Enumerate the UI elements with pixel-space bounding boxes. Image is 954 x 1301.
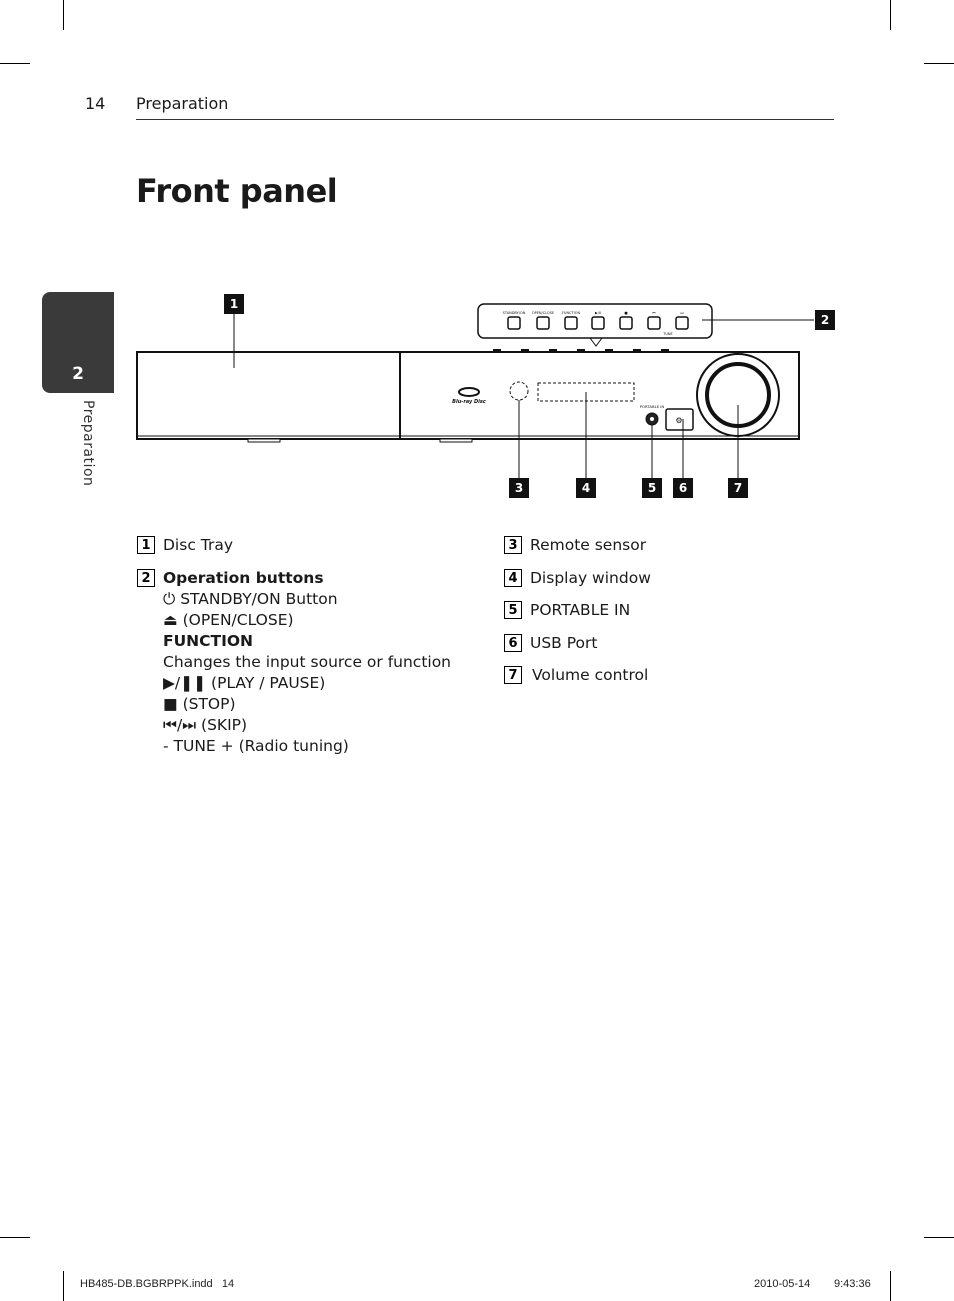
btn-label: ⏭ [680, 311, 684, 315]
legend-badge: 3 [504, 536, 522, 554]
callout-6-num: 6 [678, 481, 688, 495]
legend-line: Changes the input source or function [163, 653, 452, 671]
portable-label: PORTABLE IN [639, 404, 665, 409]
legend-title: Operation buttons [163, 569, 324, 587]
running-header: Preparation [136, 94, 229, 113]
callout-4 [576, 478, 596, 498]
callout-7-num: 7 [733, 481, 743, 495]
legend-badge: 2 [137, 569, 155, 587]
legend-text: Volume control [532, 666, 649, 684]
callout-1 [224, 294, 244, 314]
crop-mark [924, 1237, 954, 1238]
legend-item [137, 568, 451, 757]
callout-6 [673, 478, 693, 498]
page-number: 14 [85, 94, 106, 113]
crop-mark [0, 1237, 30, 1238]
crop-mark [63, 1271, 64, 1301]
legend-item [504, 665, 648, 686]
tune-label: TUNE [663, 332, 673, 336]
logo-text: Blu-ray Disc [452, 399, 486, 405]
svg-text:⚙: ⚙ [675, 416, 683, 425]
legend-badge: 1 [137, 536, 155, 554]
btn-label: ⏮ [652, 311, 656, 315]
callout-3-num: 3 [514, 481, 524, 495]
callout-5 [642, 478, 662, 498]
legend-badge: 6 [504, 634, 522, 652]
crop-mark [890, 1271, 891, 1301]
legend-line: ▶/❚❚ (PLAY / PAUSE) [163, 674, 326, 692]
legend-badge: 4 [504, 569, 522, 587]
callout-1-num: 1 [229, 297, 239, 311]
btn-label: ▶/II [595, 311, 601, 315]
legend-line: FUNCTION [163, 632, 254, 650]
legend-item [504, 600, 630, 621]
legend-badge: 7 [504, 666, 522, 684]
btn-label: FUNCTION [561, 311, 581, 315]
legend-text: Display window [530, 569, 651, 587]
legend-item [137, 535, 233, 556]
btn-label: ■ [624, 311, 628, 315]
legend-line: - TUNE + (Radio tuning) [163, 737, 349, 755]
legend-line: ■ (STOP) [163, 695, 236, 713]
callout-2 [815, 310, 835, 330]
legend-item [504, 633, 597, 654]
legend-text: PORTABLE IN [530, 601, 631, 619]
callout-5-num: 5 [647, 481, 657, 495]
chapter-number: 2 [72, 364, 84, 384]
btn-label: STANDBY/ON [502, 311, 526, 315]
legend-item [504, 568, 651, 589]
footer-file: HB485-DB.BGBRPPK.indd 14 [80, 1278, 235, 1290]
legend-text: USB Port [530, 634, 598, 652]
legend-badge: 5 [504, 601, 522, 619]
legend-text: Disc Tray [163, 536, 233, 554]
page-title: Front panel [136, 172, 338, 210]
legend-line: ⏏ (OPEN/CLOSE) [163, 611, 294, 629]
callout-2-num: 2 [820, 313, 830, 327]
btn-label: OPEN/CLOSE [531, 311, 555, 315]
footer-date: 2010-05-14 [754, 1278, 811, 1290]
legend-line: ⏮/⏭ (SKIP) [163, 716, 248, 734]
legend-text: Remote sensor [530, 536, 647, 554]
legend-line: ⏻ STANDBY/ON Button [163, 590, 338, 608]
footer-time: 9:43:36 [834, 1278, 871, 1290]
front-panel-diagram [0, 0, 954, 520]
chapter-label: Preparation [80, 400, 96, 487]
callout-4-num: 4 [581, 481, 591, 495]
callout-3 [509, 478, 529, 498]
legend-item [504, 535, 646, 556]
callout-7 [728, 478, 748, 498]
